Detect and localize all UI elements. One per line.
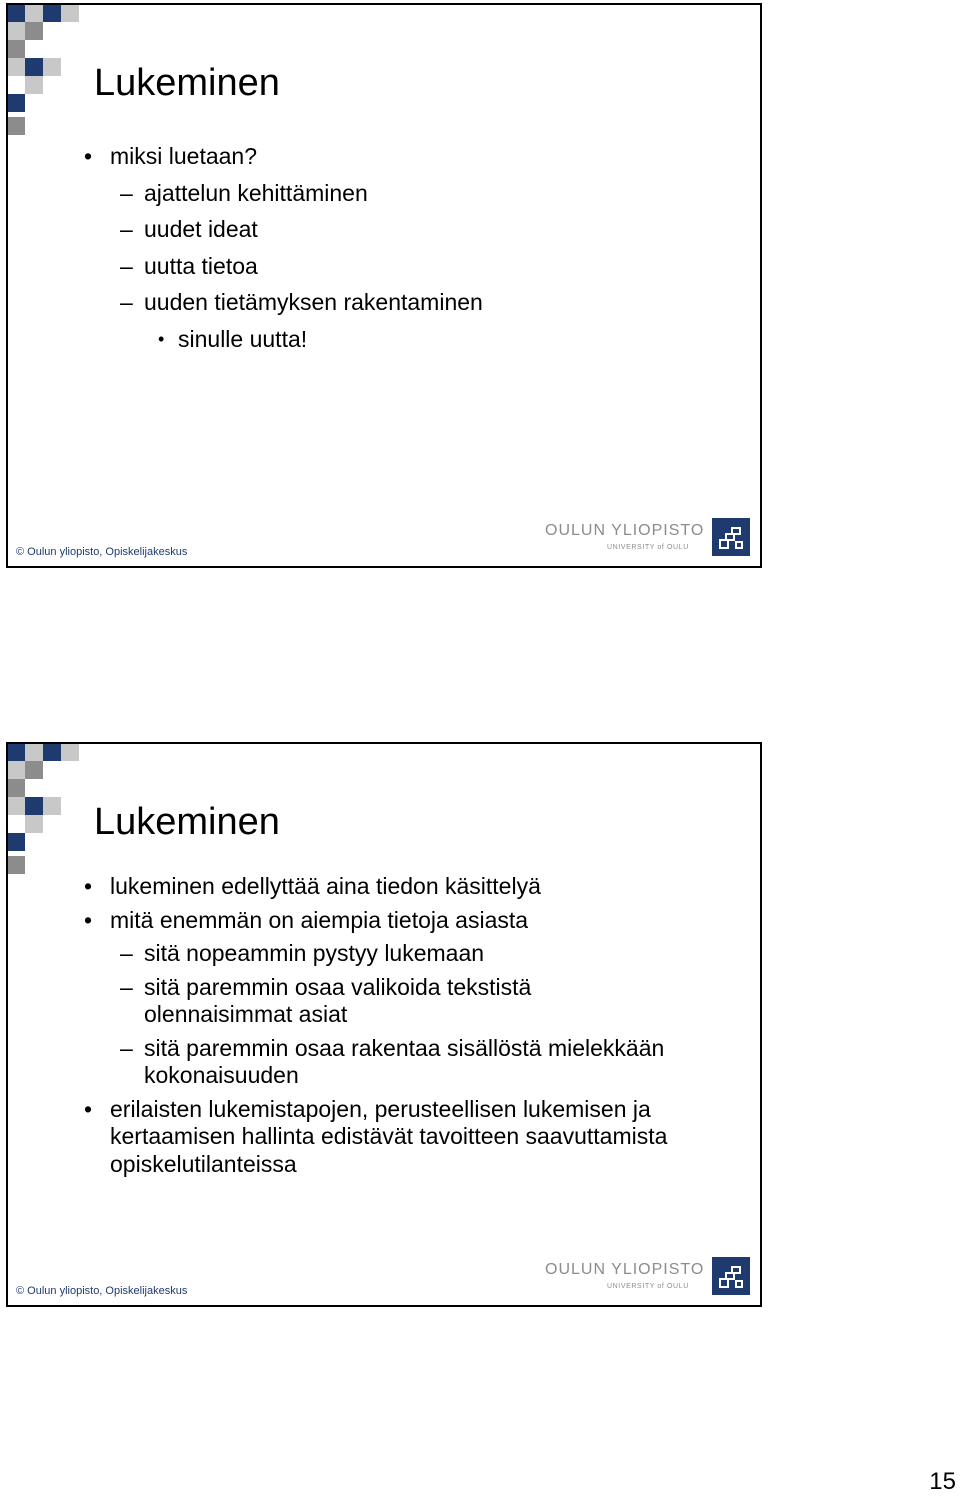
slide-title: Lukeminen <box>94 62 280 104</box>
bullet-text: sinulle uutta! <box>178 325 308 352</box>
bullet-text: opiskelutilanteissa <box>110 1150 297 1177</box>
dash-marker: – <box>120 252 133 279</box>
bullet-text: olennaisimmat asiat <box>144 1001 348 1027</box>
corner-decoration <box>8 5 88 145</box>
bullet-marker: • <box>84 143 93 169</box>
slide-1 <box>6 3 762 568</box>
dash-marker: – <box>120 179 133 206</box>
bullet-text: miksi luetaan? <box>110 143 258 169</box>
bullet-marker: • <box>84 873 93 899</box>
slide-2 <box>6 742 762 1307</box>
bullet-text: sitä nopeammin pystyy lukemaan <box>144 940 485 966</box>
university-logo <box>545 1257 750 1297</box>
logo-emblem-icon <box>712 1257 750 1295</box>
dash-marker: – <box>120 973 133 1000</box>
page-number: 15 <box>929 1468 956 1495</box>
university-logo <box>545 518 750 558</box>
logo-emblem-icon <box>712 518 750 556</box>
bullet-text: sitä paremmin osaa valikoida tekstistä <box>144 973 532 1000</box>
bullet-text: ajattelun kehittäminen <box>144 179 368 206</box>
logo-wordmark: OULUN YLIOPISTO <box>545 522 705 539</box>
bullet-text: kokonaisuuden <box>144 1062 299 1088</box>
slide-title: Lukeminen <box>94 801 280 843</box>
bullet-text: uudet ideat <box>144 216 258 242</box>
dash-marker: – <box>120 1034 133 1061</box>
footer-copyright: © Oulun yliopisto, Opiskelijakeskus <box>16 546 188 558</box>
logo-wordmark: OULUN YLIOPISTO <box>545 1261 705 1278</box>
footer-copyright: © Oulun yliopisto, Opiskelijakeskus <box>16 1285 188 1297</box>
bullet-text: mitä enemmän on aiempia tietoja asiasta <box>110 906 529 933</box>
corner-decoration <box>8 744 88 884</box>
bullet-text: lukeminen edellyttää aina tiedon käsittelyä <box>110 873 541 899</box>
bullet-text: kertaamisen hallinta edistävät tavoitteen saavuttamista <box>110 1123 668 1149</box>
logo-subtitle: UNIVERSITY of OULU <box>607 544 689 551</box>
bullet-text: uutta tietoa <box>144 252 258 279</box>
dash-marker: – <box>120 940 133 966</box>
bullet-text: uuden tietämyksen rakentaminen <box>144 289 483 315</box>
bullet-text: sitä paremmin osaa rakentaa sisällöstä mielekkään <box>144 1034 665 1061</box>
dash-marker: – <box>120 216 133 242</box>
dash-marker: – <box>120 289 133 315</box>
bullet-marker: • <box>84 906 93 933</box>
bullet-text: erilaisten lukemistapojen, perusteellisen lukemisen ja <box>110 1095 651 1122</box>
logo-subtitle: UNIVERSITY of OULU <box>607 1283 689 1290</box>
bullet-marker: • <box>158 328 165 349</box>
bullet-marker: • <box>84 1095 93 1122</box>
